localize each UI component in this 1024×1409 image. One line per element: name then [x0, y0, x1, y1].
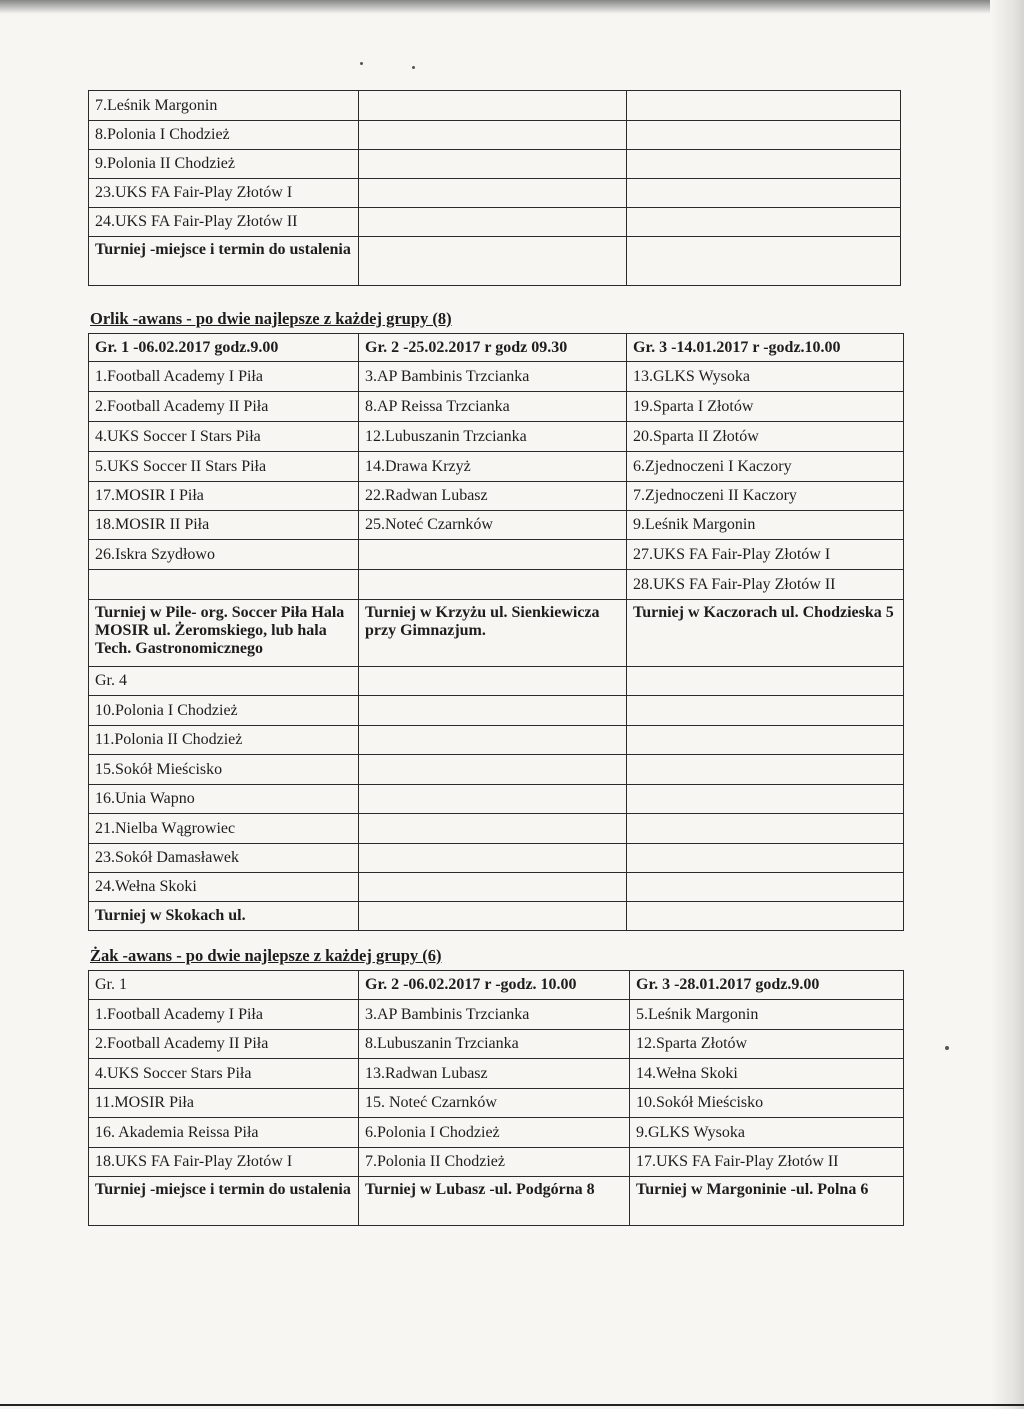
scan-edge-bottom	[0, 1404, 1024, 1406]
venue-cell: Turniej w Krzyżu ul. Sienkiewicza przy Gimnazjum.	[359, 600, 627, 667]
table-cell: 13.GLKS Wysoka	[627, 362, 904, 392]
table-cell: 3.AP Bambinis Trzcianka	[359, 1000, 630, 1030]
table-row	[89, 540, 904, 570]
scan-speck	[412, 66, 415, 69]
empty-cell	[627, 785, 904, 814]
empty-cell	[89, 570, 359, 600]
table-cell: 14.Wełna Skoki	[630, 1059, 904, 1089]
table-row	[89, 570, 904, 600]
table-cell: 27.UKS FA Fair-Play Złotów I	[627, 540, 904, 570]
table-cell: 4.UKS Soccer I Stars Piła	[89, 422, 359, 452]
empty-cell	[359, 902, 627, 931]
scan-speck	[360, 62, 363, 65]
table-row	[89, 237, 901, 286]
table-cell: 21.Nielba Wągrowiec	[89, 814, 359, 844]
table-row	[89, 785, 904, 814]
empty-cell	[359, 121, 627, 150]
group-header: Gr. 2 -06.02.2017 r -godz. 10.00	[359, 971, 630, 1000]
empty-cell	[359, 696, 627, 726]
table-cell: 1.Football Academy I Piła	[89, 362, 359, 392]
empty-cell	[627, 814, 904, 844]
table-cell: 2.Football Academy II Piła	[89, 392, 359, 422]
empty-cell	[359, 208, 627, 237]
empty-cell	[627, 726, 904, 755]
table-cell: 10.Polonia I Chodzież	[89, 696, 359, 726]
empty-cell	[359, 726, 627, 755]
empty-cell	[627, 237, 901, 286]
table-row	[89, 452, 904, 482]
empty-cell	[627, 902, 904, 931]
table-cell: 5.UKS Soccer II Stars Piła	[89, 452, 359, 482]
empty-cell	[627, 208, 901, 237]
table-row	[89, 1030, 904, 1059]
scan-speck	[945, 1046, 949, 1050]
table-row	[89, 392, 904, 422]
table-cell: 9.Leśnik Margonin	[627, 511, 904, 540]
venue-row	[89, 1177, 904, 1226]
table-cell: 13.Radwan Lubasz	[359, 1059, 630, 1089]
table-cell: 1.Football Academy I Piła	[89, 1000, 359, 1030]
table-cell: 20.Sparta II Złotów	[627, 422, 904, 452]
table-cell: 17.UKS FA Fair-Play Złotów II	[630, 1148, 904, 1177]
venue-row	[89, 600, 904, 667]
venue-cell: Turniej -miejsce i termin do ustalenia	[89, 237, 359, 286]
table-cell: 11.MOSIR Piła	[89, 1089, 359, 1118]
table-cell: 5.Leśnik Margonin	[630, 1000, 904, 1030]
table-cell: 25.Noteć Czarnków	[359, 511, 627, 540]
scan-edge-right	[990, 0, 1024, 1409]
table-cell: 8.Lubuszanin Trzcianka	[359, 1030, 630, 1059]
table-row	[89, 422, 904, 452]
table-cell: 14.Drawa Krzyż	[359, 452, 627, 482]
empty-cell	[359, 785, 627, 814]
table-row	[89, 121, 901, 150]
table-cell: 15.Sokół Mieścisko	[89, 755, 359, 785]
venue-cell: Turniej w Lubasz -ul. Podgórna 8	[359, 1177, 630, 1226]
empty-cell	[627, 150, 901, 179]
orlik-groups-table	[88, 333, 904, 931]
empty-cell	[627, 873, 904, 902]
venue-row	[89, 902, 904, 931]
zak-caption: Żak -awans - po dwie najlepsze z każdej grupy (6)	[90, 946, 442, 965]
venue-cell: Turniej -miejsce i termin do ustalenia	[89, 1177, 359, 1226]
orlik-caption: Orlik -awans - po dwie najlepsze z każdej grupy (8)	[90, 309, 452, 328]
zak-groups-table	[88, 970, 904, 1226]
group-header: Gr. 3 -28.01.2017 godz.9.00	[630, 971, 904, 1000]
table-row	[89, 696, 904, 726]
table-cell: 8.Polonia I Chodzież	[89, 121, 359, 150]
table-row	[89, 873, 904, 902]
table-header-row	[89, 334, 904, 362]
table-row	[89, 91, 901, 121]
table-cell: 24.Wełna Skoki	[89, 873, 359, 902]
table-row	[89, 1000, 904, 1030]
table-cell: 10.Sokół Mieścisko	[630, 1089, 904, 1118]
empty-cell	[359, 755, 627, 785]
table-cell: 16. Akademia Reissa Piła	[89, 1118, 359, 1148]
table-row	[89, 362, 904, 392]
venue-cell: Turniej w Skokach ul.	[89, 902, 359, 931]
table-row	[89, 482, 904, 511]
table-row	[89, 150, 901, 179]
empty-cell	[627, 121, 901, 150]
table-cell: 15. Noteć Czarnków	[359, 1089, 630, 1118]
group-header: Gr. 2 -25.02.2017 r godz 09.30	[359, 334, 627, 362]
table-cell: 6.Polonia I Chodzież	[359, 1118, 630, 1148]
table-cell: 28.UKS FA Fair-Play Złotów II	[627, 570, 904, 600]
group-header: Gr. 1 -06.02.2017 godz.9.00	[89, 334, 359, 362]
table-cell: 17.MOSIR I Piła	[89, 482, 359, 511]
table-cell: 7.Polonia II Chodzież	[359, 1148, 630, 1177]
table-row	[89, 179, 901, 208]
empty-cell	[627, 696, 904, 726]
table-cell: 8.AP Reissa Trzcianka	[359, 392, 627, 422]
empty-cell	[627, 667, 904, 696]
table-row	[89, 844, 904, 873]
table-row	[89, 1089, 904, 1118]
top-groups-table	[88, 90, 901, 286]
venue-cell: Turniej w Margoninie -ul. Polna 6	[630, 1177, 904, 1226]
table-header-row	[89, 667, 904, 696]
venue-cell: Turniej w Pile- org. Soccer Piła Hala MOSIR ul. Żeromskiego, lub hala Tech. Gastronomicznego	[89, 600, 359, 667]
table-row	[89, 511, 904, 540]
empty-cell	[627, 755, 904, 785]
group-header: Gr. 1	[89, 971, 359, 1000]
empty-cell	[359, 844, 627, 873]
empty-cell	[627, 91, 901, 121]
table-row	[89, 755, 904, 785]
table-cell: 26.Iskra Szydłowo	[89, 540, 359, 570]
table-header-row	[89, 971, 904, 1000]
table-cell: 22.Radwan Lubasz	[359, 482, 627, 511]
empty-cell	[627, 179, 901, 208]
table-row	[89, 1148, 904, 1177]
table-cell: 24.UKS FA Fair-Play Złotów II	[89, 208, 359, 237]
table-cell: 2.Football Academy II Piła	[89, 1030, 359, 1059]
empty-cell	[359, 150, 627, 179]
empty-cell	[359, 873, 627, 902]
empty-cell	[359, 91, 627, 121]
table-cell: 18.UKS FA Fair-Play Złotów I	[89, 1148, 359, 1177]
empty-cell	[627, 844, 904, 873]
table-cell: 4.UKS Soccer Stars Piła	[89, 1059, 359, 1089]
empty-cell	[359, 179, 627, 208]
table-cell: 3.AP Bambinis Trzcianka	[359, 362, 627, 392]
table-cell: 11.Polonia II Chodzież	[89, 726, 359, 755]
table-cell: 7.Leśnik Margonin	[89, 91, 359, 121]
empty-cell	[359, 667, 627, 696]
table-cell: 12.Lubuszanin Trzcianka	[359, 422, 627, 452]
table-cell: 9.GLKS Wysoka	[630, 1118, 904, 1148]
table-row	[89, 814, 904, 844]
table-cell: 6.Zjednoczeni I Kaczory	[627, 452, 904, 482]
table-row	[89, 1059, 904, 1089]
table-row	[89, 1118, 904, 1148]
table-cell: 23.UKS FA Fair-Play Złotów I	[89, 179, 359, 208]
table-cell: 23.Sokół Damasławek	[89, 844, 359, 873]
table-cell: 16.Unia Wapno	[89, 785, 359, 814]
venue-cell: Turniej w Kaczorach ul. Chodzieska 5	[627, 600, 904, 667]
table-cell: 9.Polonia II Chodzież	[89, 150, 359, 179]
table-row	[89, 208, 901, 237]
scan-edge-top	[0, 0, 1024, 14]
table-cell: 7.Zjednoczeni II Kaczory	[627, 482, 904, 511]
empty-cell	[359, 540, 627, 570]
empty-cell	[359, 570, 627, 600]
group-header: Gr. 3 -14.01.2017 r -godz.10.00	[627, 334, 904, 362]
group-header: Gr. 4	[89, 667, 359, 696]
table-cell: 12.Sparta Złotów	[630, 1030, 904, 1059]
table-cell: 19.Sparta I Złotów	[627, 392, 904, 422]
table-cell: 18.MOSIR II Piła	[89, 511, 359, 540]
empty-cell	[359, 814, 627, 844]
empty-cell	[359, 237, 627, 286]
table-row	[89, 726, 904, 755]
